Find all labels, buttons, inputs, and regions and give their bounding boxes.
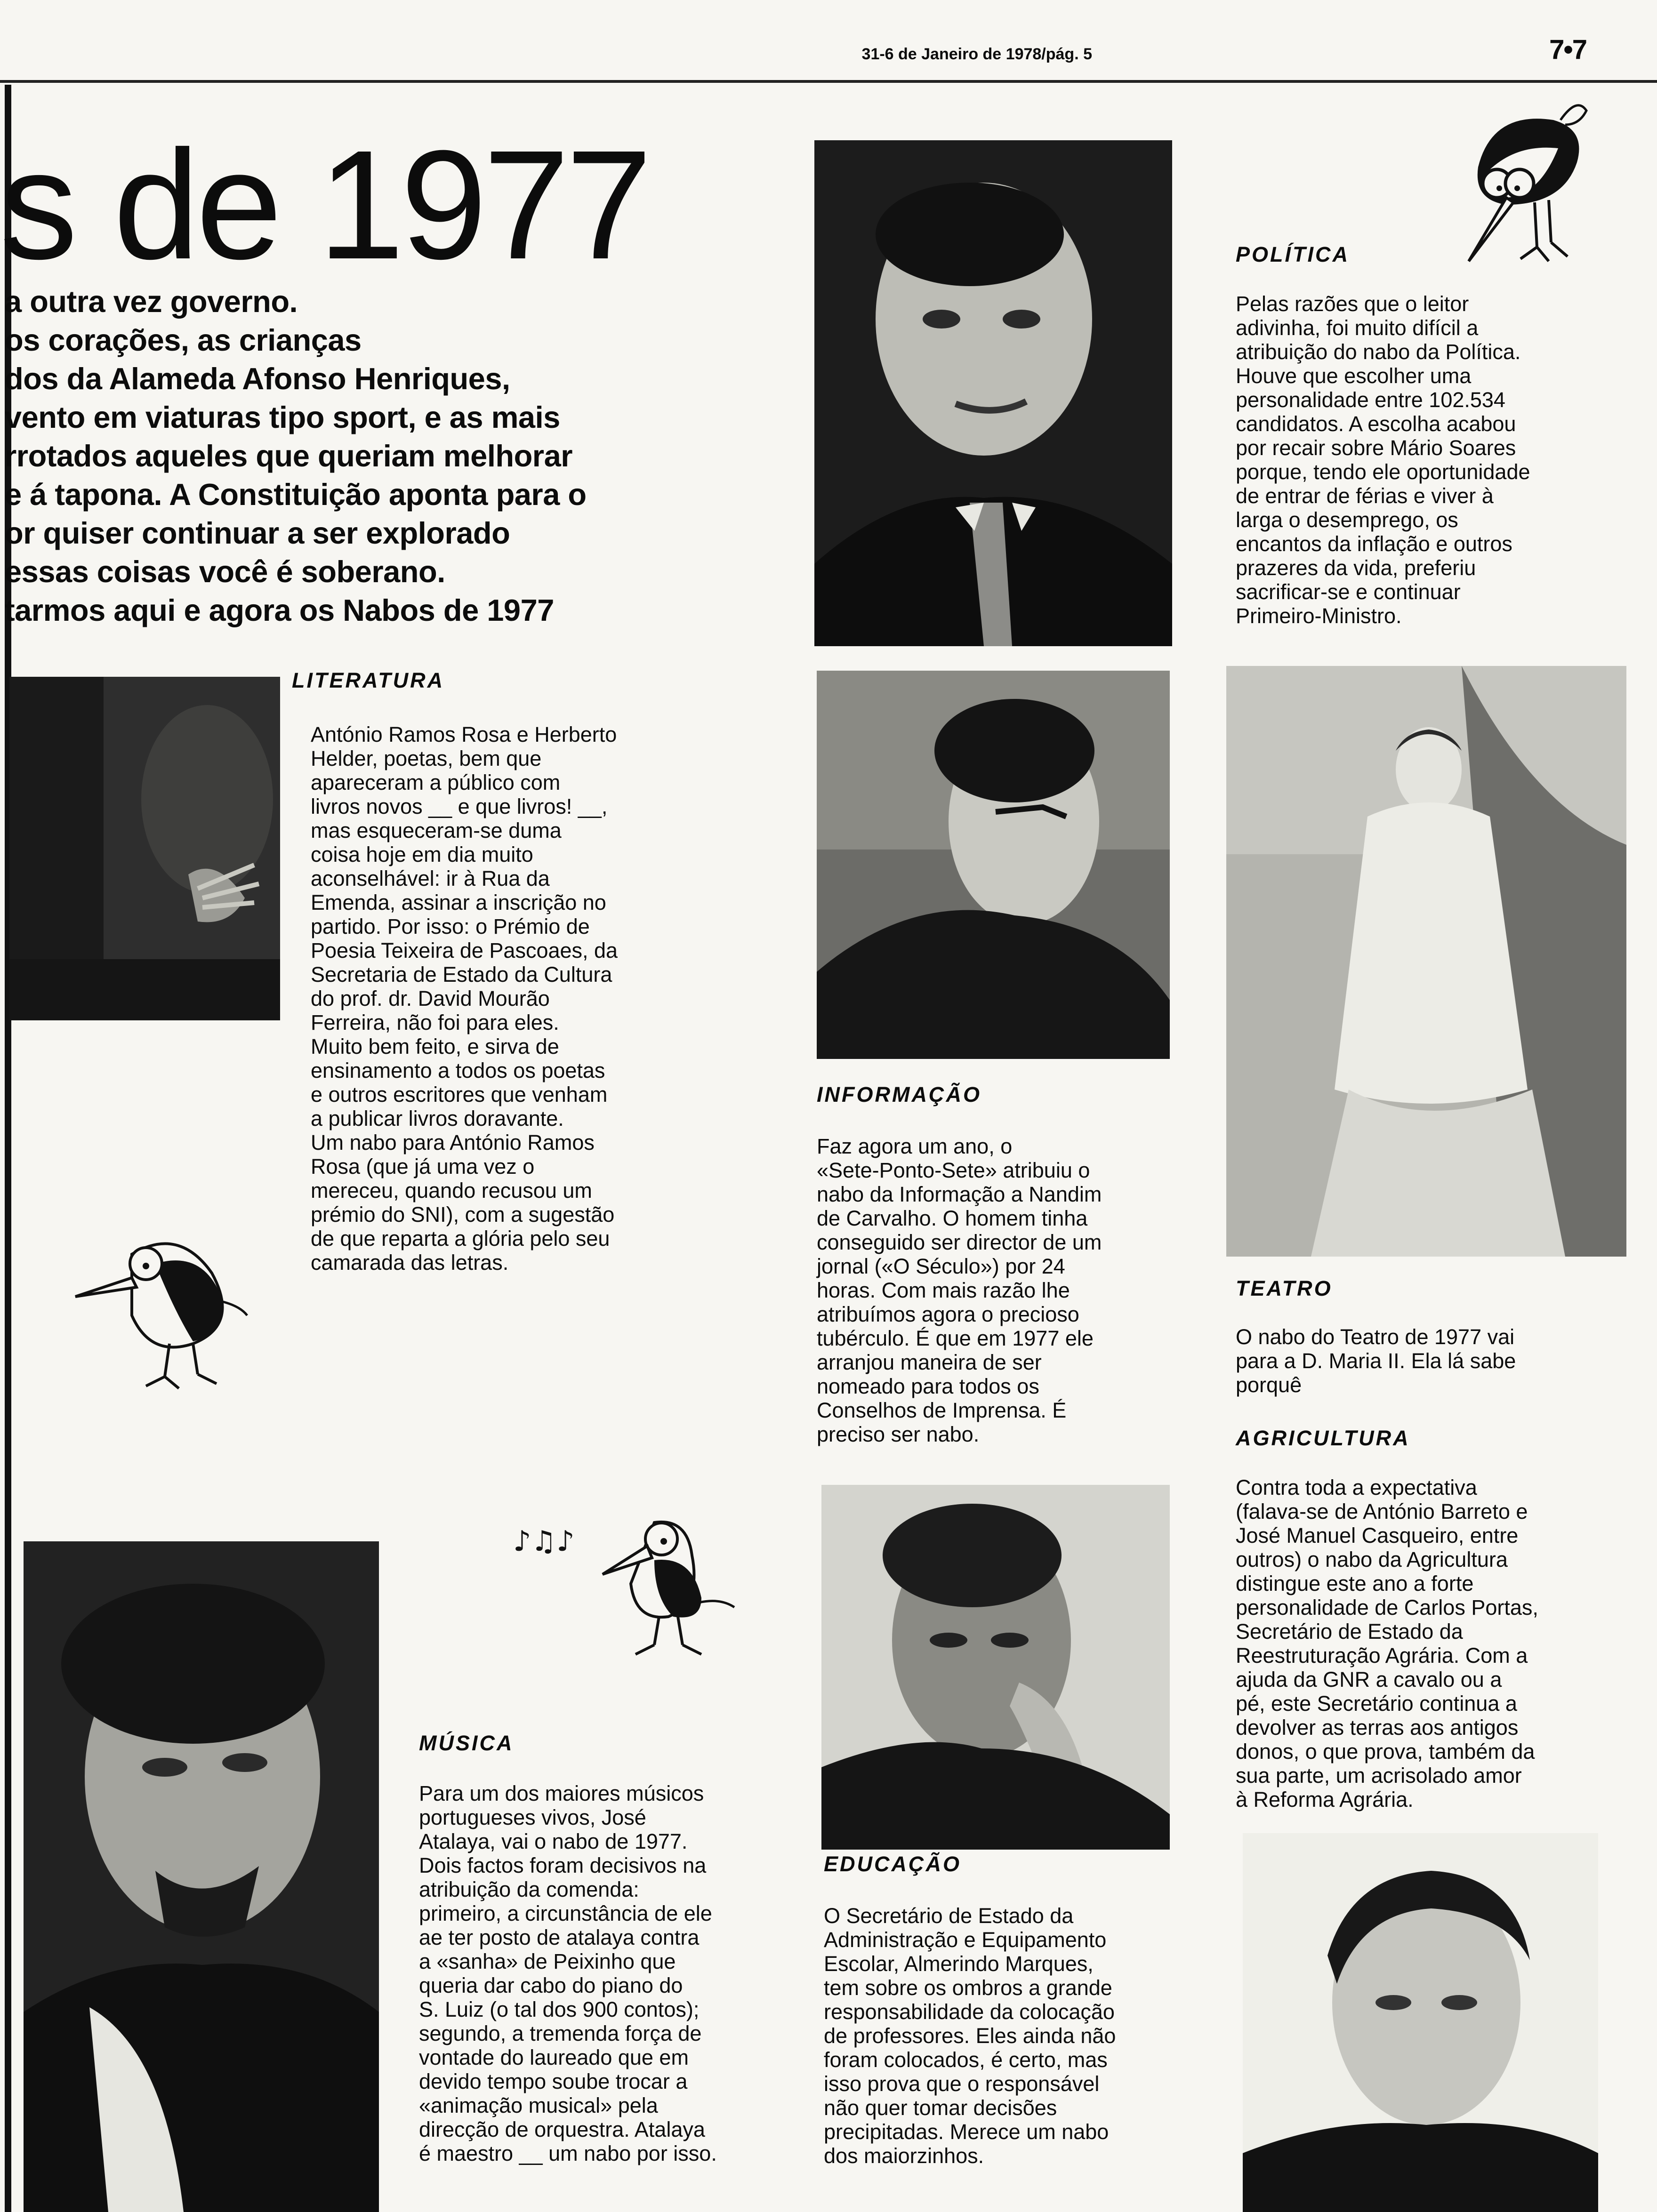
intro-line: rrotados aqueles que queriam melhorar — [5, 439, 573, 473]
section-text-literatura: António Ramos Rosa e Herberto Helder, poetas, bem que apareceram a público com livros novos __ e que livros! __, mas esqueceram-se duma coisa hoje em dia muito aconselhável: ir à Rua da Emenda, assinar a inscrição no partido. Por isso: o Prémio de Poesia Teixeira de Pascoaes, da Secretaria de Estado da Cultura do prof. dr. David Mourão Ferreira, não foi para eles. Muito bem feito, e sirva de ensinamento a todos os poetas e outros escritores que venham a publicar livros doravante. Um nabo para António Ramos Rosa (que já uma vez o mereceu, quando recusou um prémio do SNI), com a sugestão de que reparta a glória pelo seu camarada das letras. — [311, 722, 618, 1274]
nabo-bird-music-illustration — [513, 1504, 748, 1659]
section-heading-educacao: EDUCAÇÃO — [824, 1852, 962, 1876]
publication-logo: 7•7 — [1549, 34, 1586, 65]
intro-line: vento em viaturas tipo sport, e as mais — [5, 400, 560, 434]
photo-mario-soares — [814, 140, 1172, 646]
intro-paragraph — [5, 282, 730, 630]
section-heading-agricultura: AGRICULTURA — [1236, 1426, 1410, 1450]
intro-line: a outra vez governo. — [5, 284, 298, 319]
portrait-silhouette — [814, 140, 1172, 646]
portrait-silhouette — [24, 1541, 379, 2212]
painting-texture — [1226, 666, 1626, 1257]
svg-text:♪♫♪: ♪♫♪ — [513, 1525, 575, 1558]
photo-teatro-portrait-painting — [1226, 666, 1626, 1257]
section-text-politica: Pelas razões que o leitor adivinha, foi muito difícil a atribuição do nabo da Política. Houve que escolher uma personalidade entre 102.534 candidatos. A escolha acabou por recair sobre Mário Soares porque, tendo ele oportunidade de entrar de férias e viver à larga o desemprego, os encantos da inflação e outros prazeres da vida, preferiu sacrificar-se e continuar Primeiro-Ministro. — [1236, 292, 1530, 628]
bird-with-music-notes-icon — [513, 1504, 748, 1659]
section-heading-literatura: LITERATURA — [292, 668, 445, 692]
intro-line: os corações, as crianças — [5, 323, 362, 357]
photo-texture — [9, 677, 280, 1020]
portrait-silhouette — [1243, 1833, 1598, 2212]
photo-almerindo-marques — [821, 1485, 1170, 1850]
photo-carlos-portas — [1243, 1833, 1598, 2212]
section-text-musica: Para um dos maiores músicos portugueses vivos, José Atalaya, vai o nabo de 1977. Dois factos foram decisivos na atribuição da comenda: primeiro, a circunstância de ele ae ter posto de atalaya contra a «sanha» de Peixinho que queria dar cabo do piano do S. Luiz (o tal dos 900 contos); segundo, a tremenda força de vontade do laureado que em devido tempo soube trocar a «animação musical» pela direcção de orquestra. Atalaya é maestro __ um nabo por isso. — [419, 1781, 717, 2165]
photo-nandim-de-carvalho — [817, 671, 1170, 1059]
top-rule — [0, 80, 1657, 83]
bird-icon — [71, 1207, 254, 1391]
section-heading-teatro: TEATRO — [1236, 1276, 1333, 1300]
intro-line: essas coisas você é soberano. — [5, 554, 445, 589]
intro-line: dos da Alameda Afonso Henriques, — [5, 361, 510, 396]
nabo-bird-illustration — [71, 1207, 254, 1391]
nabo-bird-illustration — [1436, 92, 1591, 266]
section-heading-musica: MÚSICA — [419, 1731, 514, 1755]
section-text-educacao: O Secretário de Estado da Administração e Equipamento Escolar, Almerindo Marques, tem sobre os ombros a grande responsabilidade da colocação de professores. Eles ainda não foram colocados, é certo, mas isso prova que o responsável não quer tomar decisões precipitadas. Merece um nabo dos maiorzinhos. — [824, 1904, 1116, 2168]
page-date-header: 31-6 de Janeiro de 1978/pág. 5 — [861, 45, 1092, 63]
section-heading-informacao: INFORMAÇÃO — [817, 1082, 981, 1106]
section-heading-politica: POLÍTICA — [1236, 242, 1350, 266]
section-text-agricultura: Contra toda a expectativa (falava-se de António Barreto e José Manuel Casqueiro, entre outros) o nabo da Agricultura distingue este ano a forte personalidade de Carlos Portas, Secretário de Estado da Reestruturação Agrária. Com a ajuda da GNR a cavalo ou a pé, este Secretário continua a devolver as terras aos antigos donos, o que prova, também da sua parte, um acrisolado amor à Reforma Agrária. — [1236, 1475, 1538, 1811]
bird-icon — [1436, 92, 1591, 266]
section-text-informacao: Faz agora um ano, o «Sete-Ponto-Sete» atribuiu o nabo da Informação a Nandim de Carvalho. O homem tinha conseguido ser director de um jornal («O Século») por 24 horas. Com mais razão lhe atribuímos agora o precioso tubérculo. É que em 1977 ele arranjou maneira de ser nomeado para todos os Conselhos de Imprensa. É preciso ser nabo. — [817, 1134, 1102, 1446]
intro-line: tarmos aqui e agora os Nabos de 1977 — [5, 593, 554, 627]
portrait-silhouette — [817, 671, 1170, 1059]
portrait-silhouette — [821, 1485, 1170, 1850]
intro-line: or quiser continuar a ser explorado — [5, 516, 510, 550]
photo-literatura — [9, 677, 280, 1020]
page-title: s de 1977 — [0, 118, 649, 291]
photo-jose-atalaya — [24, 1541, 379, 2212]
intro-line: e á tapona. A Constituição aponta para o — [5, 477, 587, 512]
section-text-teatro: O nabo do Teatro de 1977 vai para a D. Maria II. Ela lá sabe porquê — [1236, 1325, 1516, 1397]
